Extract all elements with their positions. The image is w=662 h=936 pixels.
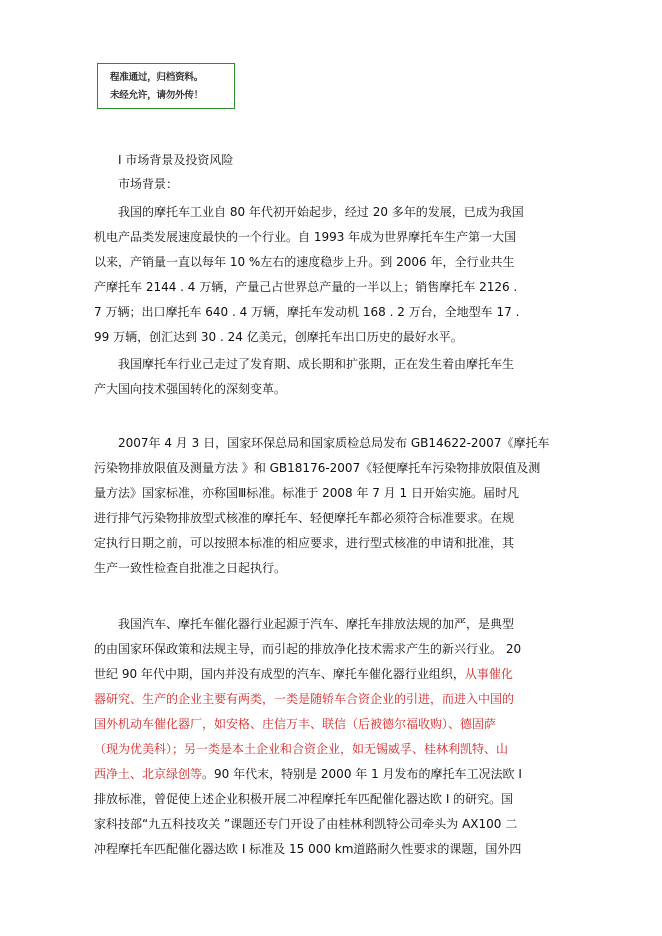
- paragraph-1-line: 99 万辆，创汇达到 30 . 24 亿美元，创摩托车出口历史的最好水平。: [94, 330, 463, 344]
- paragraph-4-line: 冲程摩托车匹配催化器达欧 Ⅰ 标准及 15 000 km道路耐久性要求的课题，国外四: [94, 842, 522, 856]
- paragraph-3-line: 定执行日期之前，可以按照本标准的相应要求，进行型式核准的申请和批准，其: [94, 536, 515, 550]
- paragraph-1-line: 7 万辆；出口摩托车 640 . 4 万辆，摩托车发动机 168 . 2 万台，全地型车 17 .: [94, 305, 520, 319]
- highlighted-text-line: 器研究、生产的企业主要有两类，一类是随轿车合资企业的引进，而进入中国的: [94, 692, 515, 706]
- paragraph-3-line: 2007年 4 月 3 日，国家环保总局和国家质检总局发布 GB14622-2007《摩托车: [118, 436, 550, 450]
- paragraph-4-text: 。90 年代末，特别是 2000 年 1 月发布的摩托车工况法欧 Ⅰ: [202, 767, 522, 781]
- paragraph-4-line: 我国汽车、摩托车催化器行业起源于汽车、摩托车排放法规的加严，是典型: [118, 617, 515, 631]
- highlighted-text: 西净土、北京绿创等: [94, 767, 203, 781]
- paragraph-4-line: [94, 762, 522, 786]
- stamp-line-1: 程准通过，归档资料。: [110, 72, 204, 83]
- paragraph-2-line: 我国摩托车行业己走过了发育期、成长期和扩张期，正在发生着由摩托车生: [118, 357, 515, 371]
- paragraph-2-line: 产大国向技术强国转化的深刻变革。: [94, 382, 287, 396]
- highlighted-text-line: 国外机动车催化器厂，如安格、庄信万丰、联信（后被德尔福收购）、德固萨: [94, 717, 497, 731]
- paragraph-3-line: 进行排气污染物排放型式核准的摩托车、轻便摩托车都必须符合标准要求。在规: [94, 511, 515, 525]
- stamp-line-2: 未经允许，请勿外传！: [110, 90, 204, 101]
- paragraph-4-line: [94, 662, 513, 686]
- paragraph-3-line: 污染物排放限值及测量方法 》和 GB18176-2007《轻便摩托车污染物排放限值及测: [94, 461, 541, 475]
- paragraph-1-line: 机电产品类发展速度最快的一个行业。自 1993 年成为世界摩托车生产第一大国: [94, 230, 517, 244]
- highlighted-text: 从事催化: [464, 667, 513, 681]
- paragraph-1-line: 产摩托车 2144 . 4 万辆，产量己占世界总产量的一半以上；销售摩托车 2126 .: [94, 280, 518, 294]
- highlighted-text-line: （现为优美科）；另一类是本土企业和合资企业，如无锡威孚、桂林利凯特、山: [94, 742, 509, 756]
- section-heading: Ⅰ 市场背景及投资风险: [118, 153, 234, 167]
- paragraph-1-line: 我国的摩托车工业自 80 年代初开始起步，经过 20 多年的发展，已成为我国: [118, 205, 524, 219]
- paragraph-4-text: 世纪 90 年代中期，国内并没有成型的汽车、摩托车催化器行业组织，: [94, 667, 465, 681]
- section-subheading: 市场背景：: [118, 177, 179, 191]
- paragraph-4-line: 家科技部“九五科技攻关 ”课题还专门开设了由桂林利凯特公司牵头为 AX100 二: [94, 817, 518, 831]
- paragraph-1-line: 以来，产销量一直以每年 10 %左右的速度稳步上升。到 2006 年，全行业共生: [94, 255, 515, 269]
- paragraph-3-line: 生产一致性检查自批准之日起执行。: [94, 561, 287, 575]
- paragraph-4-line: 的由国家环保政策和法规主导，而引起的排放净化技术需求产生的新兴行业。 20: [94, 642, 522, 656]
- paragraph-4-line: 排放标准，曾促使上述企业积极开展二冲程摩托车匹配催化器达欧 Ⅰ 的研究。国: [94, 792, 514, 806]
- paragraph-3-line: 量方法》国家标准，亦称国Ⅲ标准。标准于 2008 年 7 月 1 日开始实施。届时凡: [94, 486, 519, 500]
